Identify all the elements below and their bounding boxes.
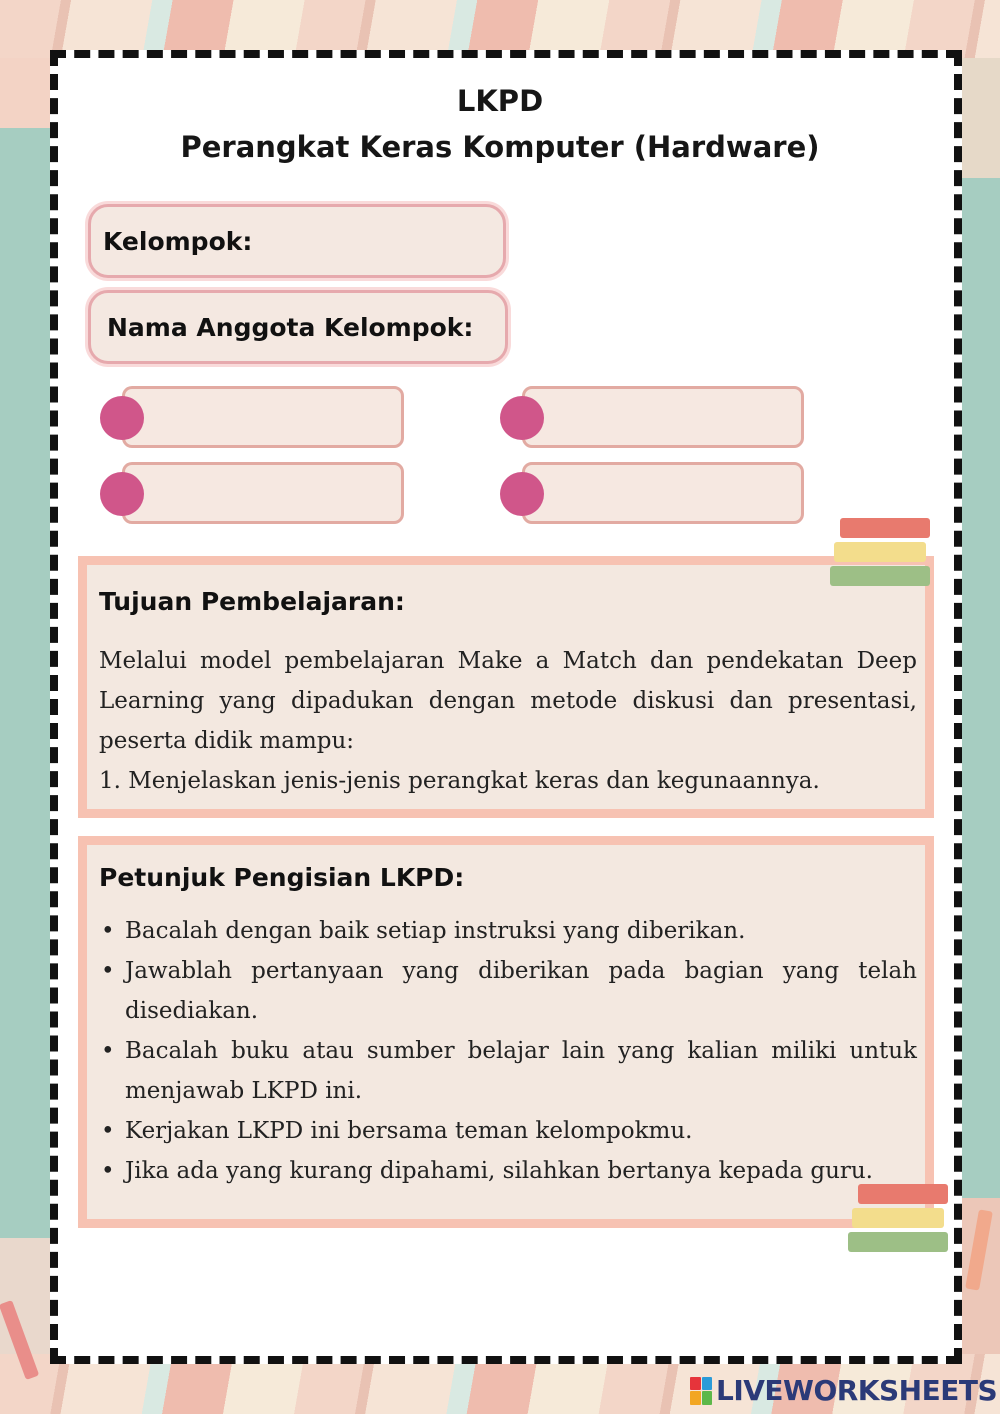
nama-anggota-label: Nama Anggota Kelompok:: [107, 312, 474, 342]
decorative-left-border: [0, 58, 50, 1354]
tujuan-item: 1. Menjelaskan jenis-jenis perangkat keras dan kegunaannya.: [99, 768, 820, 794]
bullet-dot-icon: [500, 472, 544, 516]
books-icon: [828, 514, 938, 594]
list-item: • Jika ada yang kurang dipahami, silahkan bertanya kepada guru.: [99, 1151, 917, 1191]
kelompok-label: Kelompok:: [103, 226, 253, 256]
bullet-dot-icon: [100, 396, 144, 440]
bullet-dot-icon: [100, 472, 144, 516]
list-item: • Bacalah dengan baik setiap instruksi yang diberikan.: [99, 911, 917, 951]
liveworksheets-watermark: [690, 1374, 997, 1407]
kelompok-field[interactable]: [88, 204, 506, 278]
list-item: • Kerjakan LKPD ini bersama teman kelompokmu.: [99, 1111, 917, 1151]
petunjuk-heading: Petunjuk Pengisian LKPD:: [99, 863, 465, 892]
member-slot-1[interactable]: [122, 386, 404, 448]
tujuan-heading: Tujuan Pembelajaran:: [99, 587, 405, 616]
list-item: • Jawablah pertanyaan yang diberikan pada bagian yang telah disediakan.: [99, 951, 917, 1031]
bullet-dot-icon: [500, 396, 544, 440]
books-icon: [846, 1180, 956, 1260]
page-title: LKPD: [456, 84, 544, 118]
list-item: • Bacalah buku atau sumber belajar lain yang kalian miliki untuk menjawab LKPD ini.: [99, 1031, 917, 1111]
tujuan-section: [78, 556, 934, 818]
petunjuk-section: [78, 836, 934, 1228]
member-slot-4[interactable]: [522, 462, 804, 524]
member-slot-3[interactable]: [122, 462, 404, 524]
liveworksheets-logo-icon: [690, 1377, 712, 1405]
nama-anggota-field: [88, 290, 508, 364]
member-slot-2[interactable]: [522, 386, 804, 448]
watermark-text: LIVEWORKSHEETS: [716, 1374, 998, 1407]
petunjuk-list: [99, 911, 917, 1191]
page-subtitle: Perangkat Keras Komputer (Hardware): [180, 130, 820, 164]
tujuan-paragraph: Melalui model pembelajaran Make a Match dan pendekatan Deep Learning yang dipadukan dengan metode diskusi dan presentasi, peserta didik mampu:: [99, 648, 917, 754]
